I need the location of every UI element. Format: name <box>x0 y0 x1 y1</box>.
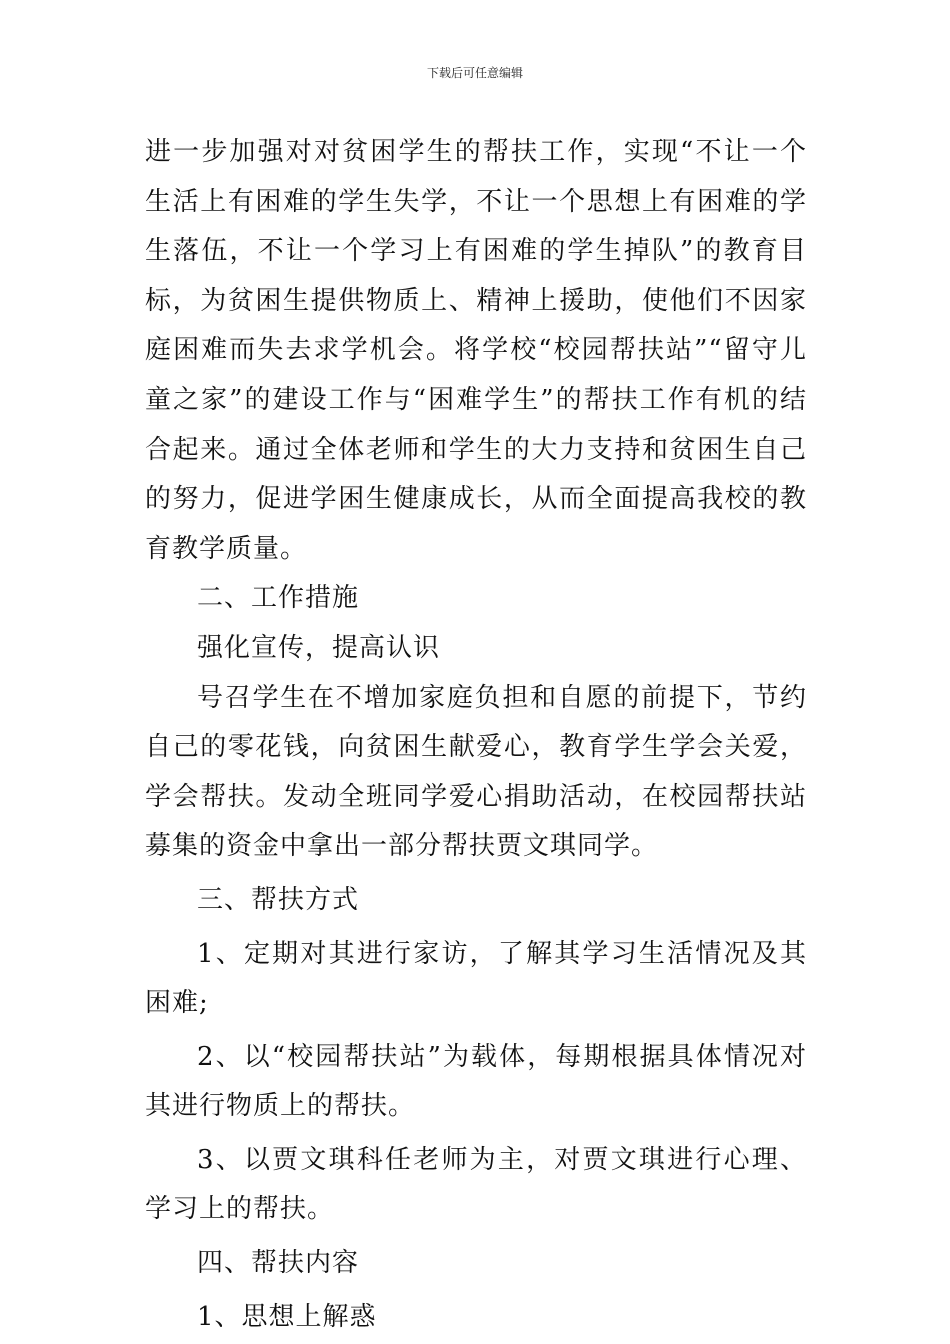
list-item-3: 3、以贾文琪科任老师为主，对贾文琪进行心理、学习上的帮扶。 <box>145 1144 807 1225</box>
list-item-1: 1、定期对其进行家访，了解其学习生活情况及其困难; <box>145 938 807 1019</box>
paragraph-intro: 进一步加强对对贫困学生的帮扶工作，实现“不让一个生活上有困难的学生失学，不让一个思想上有困难的学生落伍，不让一个学习上有困难的学生掉队”的教育目标，为贫困生提供物质上、精神上援助，使他们不因家庭困难而失去求学机会。将学校“校园帮扶站”“留守儿童之家”的建设工作与“困难学生”的帮扶工作有机的结合起来。通过全体老师和学生的大力支持和贫困生自己的努力，促进学困生健康成长，从而全面提高我校的教育教学质量。 <box>145 137 807 564</box>
page-header: 下载后可任意编辑 <box>426 66 523 80</box>
heading-work-measures: 二、工作措施 <box>197 583 360 614</box>
heading-support-methods: 三、帮扶方式 <box>197 884 360 915</box>
heading-support-content: 四、帮扶内容 <box>197 1248 360 1279</box>
list-item-2: 2、以“校园帮扶站”为载体，每期根据具体情况对其进行物质上的帮扶。 <box>145 1041 807 1122</box>
subheading-publicity: 强化宣传，提高认识 <box>197 632 441 663</box>
list-item-thought: 1、思想上解惑 <box>197 1301 377 1332</box>
paragraph-call-students: 号召学生在不增加家庭负担和自愿的前提下，节约自己的零花钱，向贫困生献爱心，教育学生学会关爱，学会帮扶。发动全班同学爱心捐助活动，在校园帮扶站募集的资金中拿出一部分帮扶贾文琪同学。 <box>145 682 807 862</box>
document-body <box>145 128 807 1342</box>
